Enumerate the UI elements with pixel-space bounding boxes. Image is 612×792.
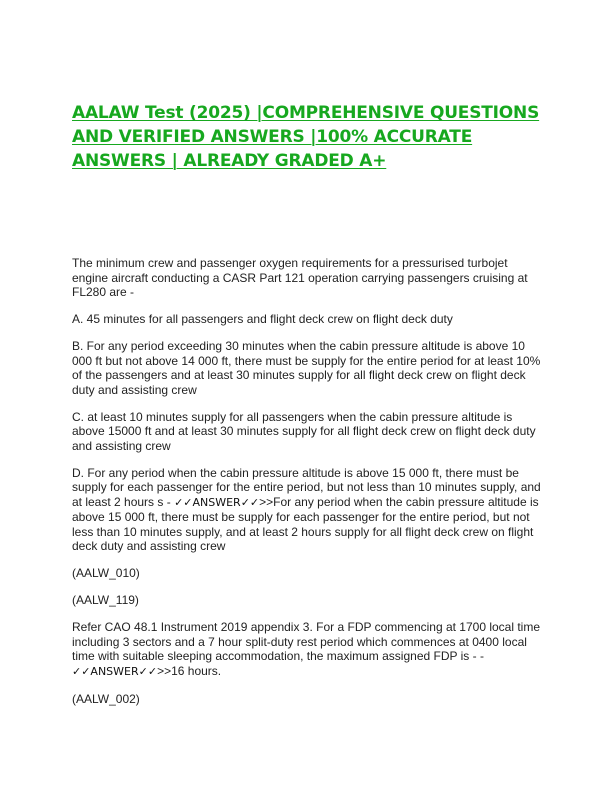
question-stem: The minimum crew and passenger oxygen requirements for a pressurised turbojet engine aircraft conducting a CASR Part 121 operation carrying passengers cruising at FL280 are - [72,256,528,299]
option-d-text: D. For any period when the cabin pressure altitude is above 15 000 ft, there must be supply for each passenger for the entire period, but not less than 10 minutes supply, and at least 2 hours s - [72,465,541,509]
document-title: AALAW Test (2025) |COMPREHENSIVE QUESTIONS AND VERIFIED ANSWERS |100% ACCURATE ANSWERS | ALREADY GRADED A+ [72,103,540,171]
option-b: B. For any period exceeding 30 minutes when the cabin pressure altitude is above 10 000 ft but not above 14 000 ft, there must be supply for the entire period for at least 10% of the passengers and at least 30 minutes supply for all flight deck crew on flight deck duty and assisting crew [72,339,541,397]
question-2 [72,620,544,679]
answer-marker: ✓✓ANSWER✓✓ [174,495,260,509]
reference-code: (AALW_119) [72,593,139,607]
document-body [72,256,544,719]
option-a: A. 45 minutes for all passengers and flight deck crew on flight deck duty [72,312,453,326]
answer-marker: ✓✓ANSWER✓✓ [72,664,158,678]
reference-code: (AALW_002) [72,691,140,706]
answer-text: >>For any period when the cabin pressure altitude is above 15 000 ft, there must be supply for each passenger for the entire period, but not less than 10 minutes supply, and at least 2 hours supply for all flight deck crew on flight deck duty and assisting crew [72,494,539,553]
option-c: C. at least 10 minutes supply for all passengers when the cabin pressure altitude is above 15000 ft and at least 30 minutes supply for all flight deck crew on flight deck duty and assisting crew [72,409,536,453]
option-d [72,466,544,554]
reference-code: (AALW_010) [72,566,140,580]
question-2-stem: Refer CAO 48.1 Instrument 2019 appendix 3. For a FDP commencing at 1700 local time including 3 sectors and a 7 hour split-duty rest period which commences at 0400 local time with suitable sleeping accommodation, the maximum assigned FDP is - - [72,620,541,663]
answer-text: >>16 hours. [157,663,222,678]
